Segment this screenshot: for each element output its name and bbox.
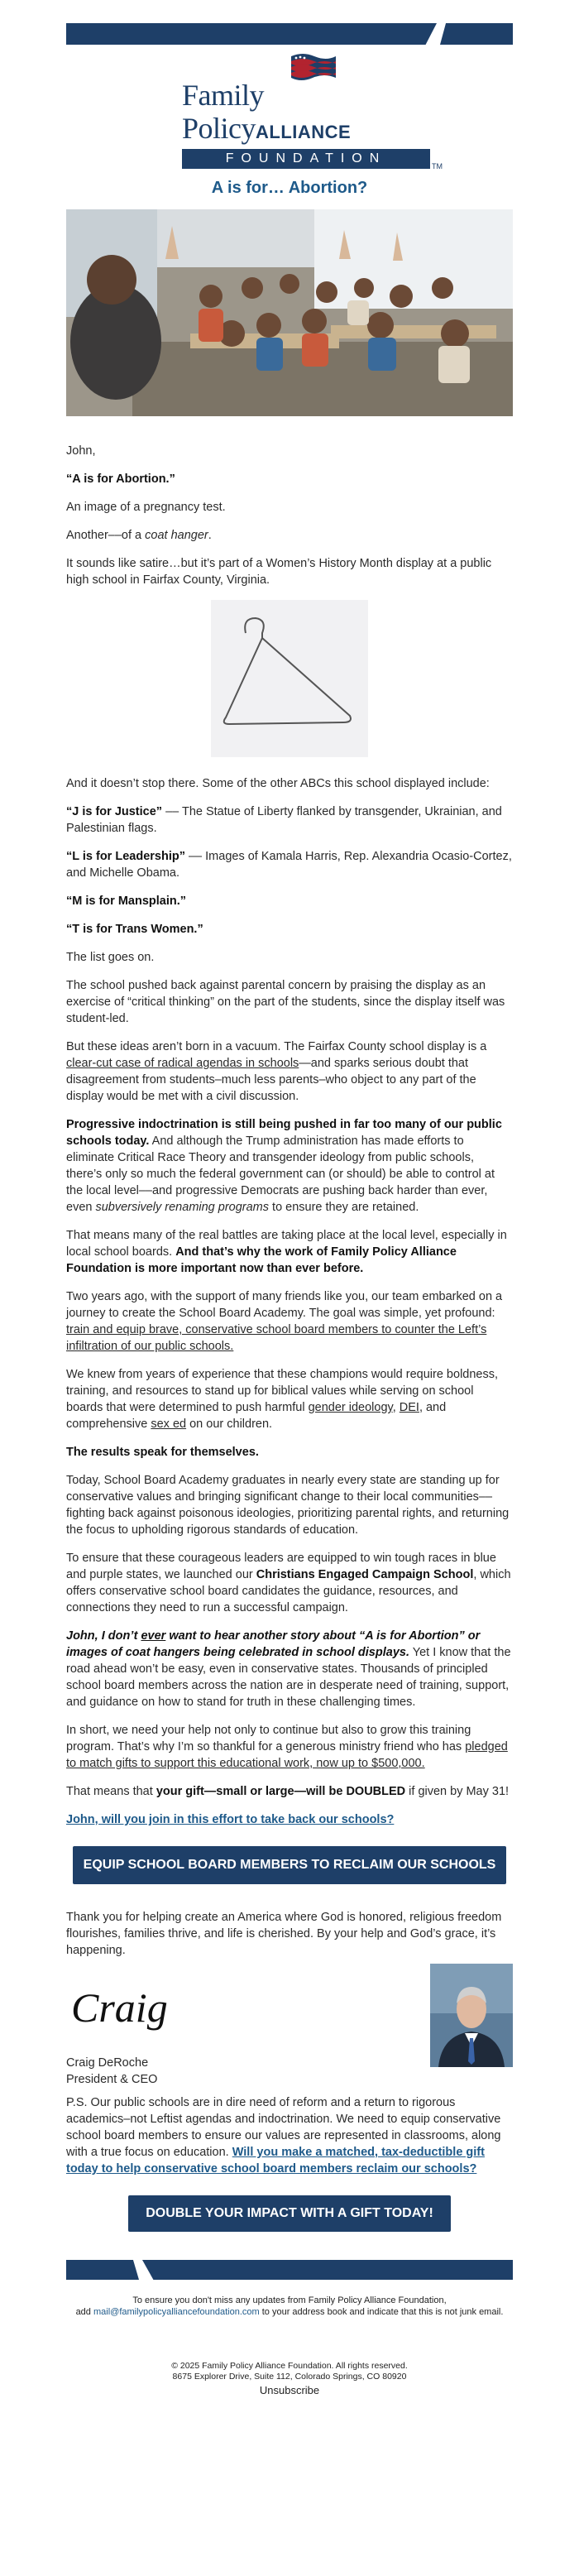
header-bar — [66, 23, 513, 45]
headline: A is for… Abortion? — [211, 179, 368, 197]
footer-bar — [66, 2260, 513, 2280]
copyright: © 2025 Family Policy Alliance Foundation. All rights reserved. — [171, 2361, 408, 2371]
flag-icon — [290, 51, 337, 83]
cta-container — [66, 1846, 513, 1884]
paragraph: But these ideas aren’t born in a vacuum. The Fairfax County school display is a clear-cut case of radical agendas in schools—and sparks serious doubt that disagreement from students–much less parents–who object to any part of the display would be met with a civil discussion. — [66, 1040, 487, 1103]
dei-link[interactable]: DEI — [399, 1401, 419, 1414]
paragraph: “T is for Trans Women.” — [66, 923, 203, 936]
paragraph: And it doesn’t stop there. Some of the other ABCs this school displayed include: — [66, 777, 490, 790]
paragraph: Another––of a coat hanger. — [66, 529, 212, 542]
paragraph: John, I don’t ever want to hear another story about “A is for Abortion” or images of coat hangers being celebrated in school displays. Yet I know that the road ahead won’t be easy, even in conservative states. Thousands of principled school board members across the nation are in desperate need of training, support, and guidance on how to stand for truth in these challenging times. — [66, 1629, 511, 1709]
svg-text:Craig: Craig — [71, 1984, 168, 2031]
signer-name: Craig DeRoche — [66, 2056, 149, 2070]
paragraph: “A is for Abortion.” — [66, 473, 175, 486]
paragraph: In short, we need your help not only to continue but also to grow this training program. That’s why I’m so thankful for a generous ministry friend who has pledged to match gifts to support this educational work, now up to $500,000. — [66, 1724, 508, 1770]
coat-hanger-photo — [211, 600, 368, 757]
greeting: John, — [66, 444, 96, 458]
cta-container — [66, 2195, 513, 2232]
footer-notice — [66, 2295, 513, 2318]
paragraph: “J is for Justice” –– The Statue of Liberty flanked by transgender, Ukrainian, and Palestinian flags. — [66, 805, 502, 835]
headshot-photo — [430, 1964, 513, 2067]
paragraph: That means that your gift—small or large—will be DOUBLED if given by May 31! — [66, 1785, 510, 1798]
footer-line: add mail@familypolicyalliancefoundation.com to your address book and indicate that this is not junk email. — [75, 2307, 504, 2317]
paragraph: To ensure that these courageous leaders are equipped to win tough races in blue and purple states, we launched our Christians Engaged Campaign School, which offers conservative school board candidates the guidance, resources, and connections they need to run a successful campaign. — [66, 1552, 511, 1614]
paragraph — [66, 1811, 513, 1828]
paragraph: The results speak for themselves. — [66, 1446, 259, 1459]
paragraph: Progressive indoctrination is still being pushed in far too many of our public schools today. And although the Trump administration has made efforts to eliminate Critical Race Theory and transgender ideology from public schools, there’s only so much the federal government can (or should) be able to control at the local level––and progressive Democrats are pushing back harder than ever, even subversively renaming programs to ensure they are retained. — [66, 1118, 502, 1214]
logo-family-text: Family — [182, 79, 265, 112]
signature-icon — [66, 1970, 182, 2045]
paragraph: An image of a pregnancy test. — [66, 501, 226, 514]
paragraph: Two years ago, with the support of many friends like you, our team embarked on a journey to create the School Board Academy. The goal was simple, yet profound: train and equip brave, conservative school board members to counter the Left’s infiltration of our public schools. — [66, 1290, 503, 1353]
unsubscribe-link[interactable]: Unsubscribe — [259, 2384, 320, 2396]
coat-hanger-icon — [211, 600, 368, 757]
paragraph: Thank you for helping create an America where God is honored, religious freedom flourishes, families thrive, and life is cherished. By your help and God’s grace, it’s happening. — [66, 1911, 502, 1957]
signer — [66, 2055, 157, 2088]
school-board-academy-link[interactable]: train and equip brave, conservative school board members to counter the Left’s infiltration of our public schools. — [66, 1323, 487, 1353]
paragraph: P.S. Our public schools are in dire need of reform and a return to rigorous academics–not Leftist agendas and indoctrination. We need to equip conservative school board members to ensure our values are represented in classrooms, along with a true focus on education. Will you make a matched, tax-deductible gift today to help conservative school board members reclaim our schools? — [66, 2096, 501, 2175]
logo-tm: TM — [432, 162, 443, 170]
double-impact-button[interactable]: DOUBLE YOUR IMPACT WITH A GIFT TODAY! — [128, 2195, 451, 2232]
classroom-photo — [66, 209, 513, 416]
paragraph: Today, School Board Academy graduates in nearly every state are standing up for conservative values and bringing significant change to their local communities––fighting back against poisonous ideologies, prioritizing parental rights, and returning the focus to upholding rigorous standards of education. — [66, 1474, 510, 1537]
paragraph: It sounds like satire…but it’s part of a Women’s History Month display at a public high school in Fairfax County, Virginia. — [66, 557, 492, 587]
gender-ideology-link[interactable]: gender ideology — [308, 1401, 393, 1414]
email-link[interactable]: mail@familypolicyalliancefoundation.com — [93, 2307, 260, 2317]
join-effort-link[interactable]: John, will you join in this effort to take back our schools? — [66, 1813, 395, 1826]
address: 8675 Explorer Drive, Suite 112, Colorado Springs, CO 80920 — [172, 2372, 407, 2382]
letter-body — [66, 416, 513, 2232]
logo-foundation-bar: FOUNDATION — [182, 149, 430, 169]
logo-policy-text: PolicyALLIANCE — [182, 112, 352, 145]
footer-line: To ensure you don't miss any updates from Family Policy Alliance Foundation, — [132, 2295, 447, 2305]
paragraph: “L is for Leadership” –– Images of Kamala Harris, Rep. Alexandria Ocasio-Cortez, and Michelle Obama. — [66, 850, 512, 880]
paragraph: That means many of the real battles are taking place at the local level, especially in local school boards. And that’s why the work of Family Policy Alliance Foundation is more important now than ever before. — [66, 1229, 507, 1275]
equip-school-board-button[interactable]: EQUIP SCHOOL BOARD MEMBERS TO RECLAIM OUR SCHOOLS — [73, 1846, 506, 1884]
signer-title: President & CEO — [66, 2073, 158, 2086]
ps-gift-link[interactable]: Will you make a matched, tax-deductible gift today to help conservative school board members reclaim our schools? — [66, 2146, 485, 2175]
matching-gift-link[interactable]: pledged to match gifts to support this educational work, now up to $500,000. — [66, 1740, 508, 1770]
sex-ed-link[interactable]: sex ed — [151, 1418, 187, 1431]
paragraph: The school pushed back against parental concern by praising the display as an exercise of “critical thinking” on the part of the students, since the display itself was student-led. — [66, 979, 505, 1025]
paragraph: “M is for Mansplain.” — [66, 895, 187, 908]
radical-agendas-link[interactable]: clear-cut case of radical agendas in schools — [66, 1057, 299, 1070]
copyright-block — [66, 2361, 513, 2382]
paragraph: The list goes on. — [66, 951, 155, 964]
signature-block — [66, 1970, 513, 2094]
paragraph: We knew from years of experience that these champions would require boldness, training, and resources to stand up for biblical values while serving on school boards that were determined to push harmful gender ideology, DEI, and comprehensive sex ed on our children. — [66, 1368, 499, 1431]
logo — [66, 45, 513, 169]
